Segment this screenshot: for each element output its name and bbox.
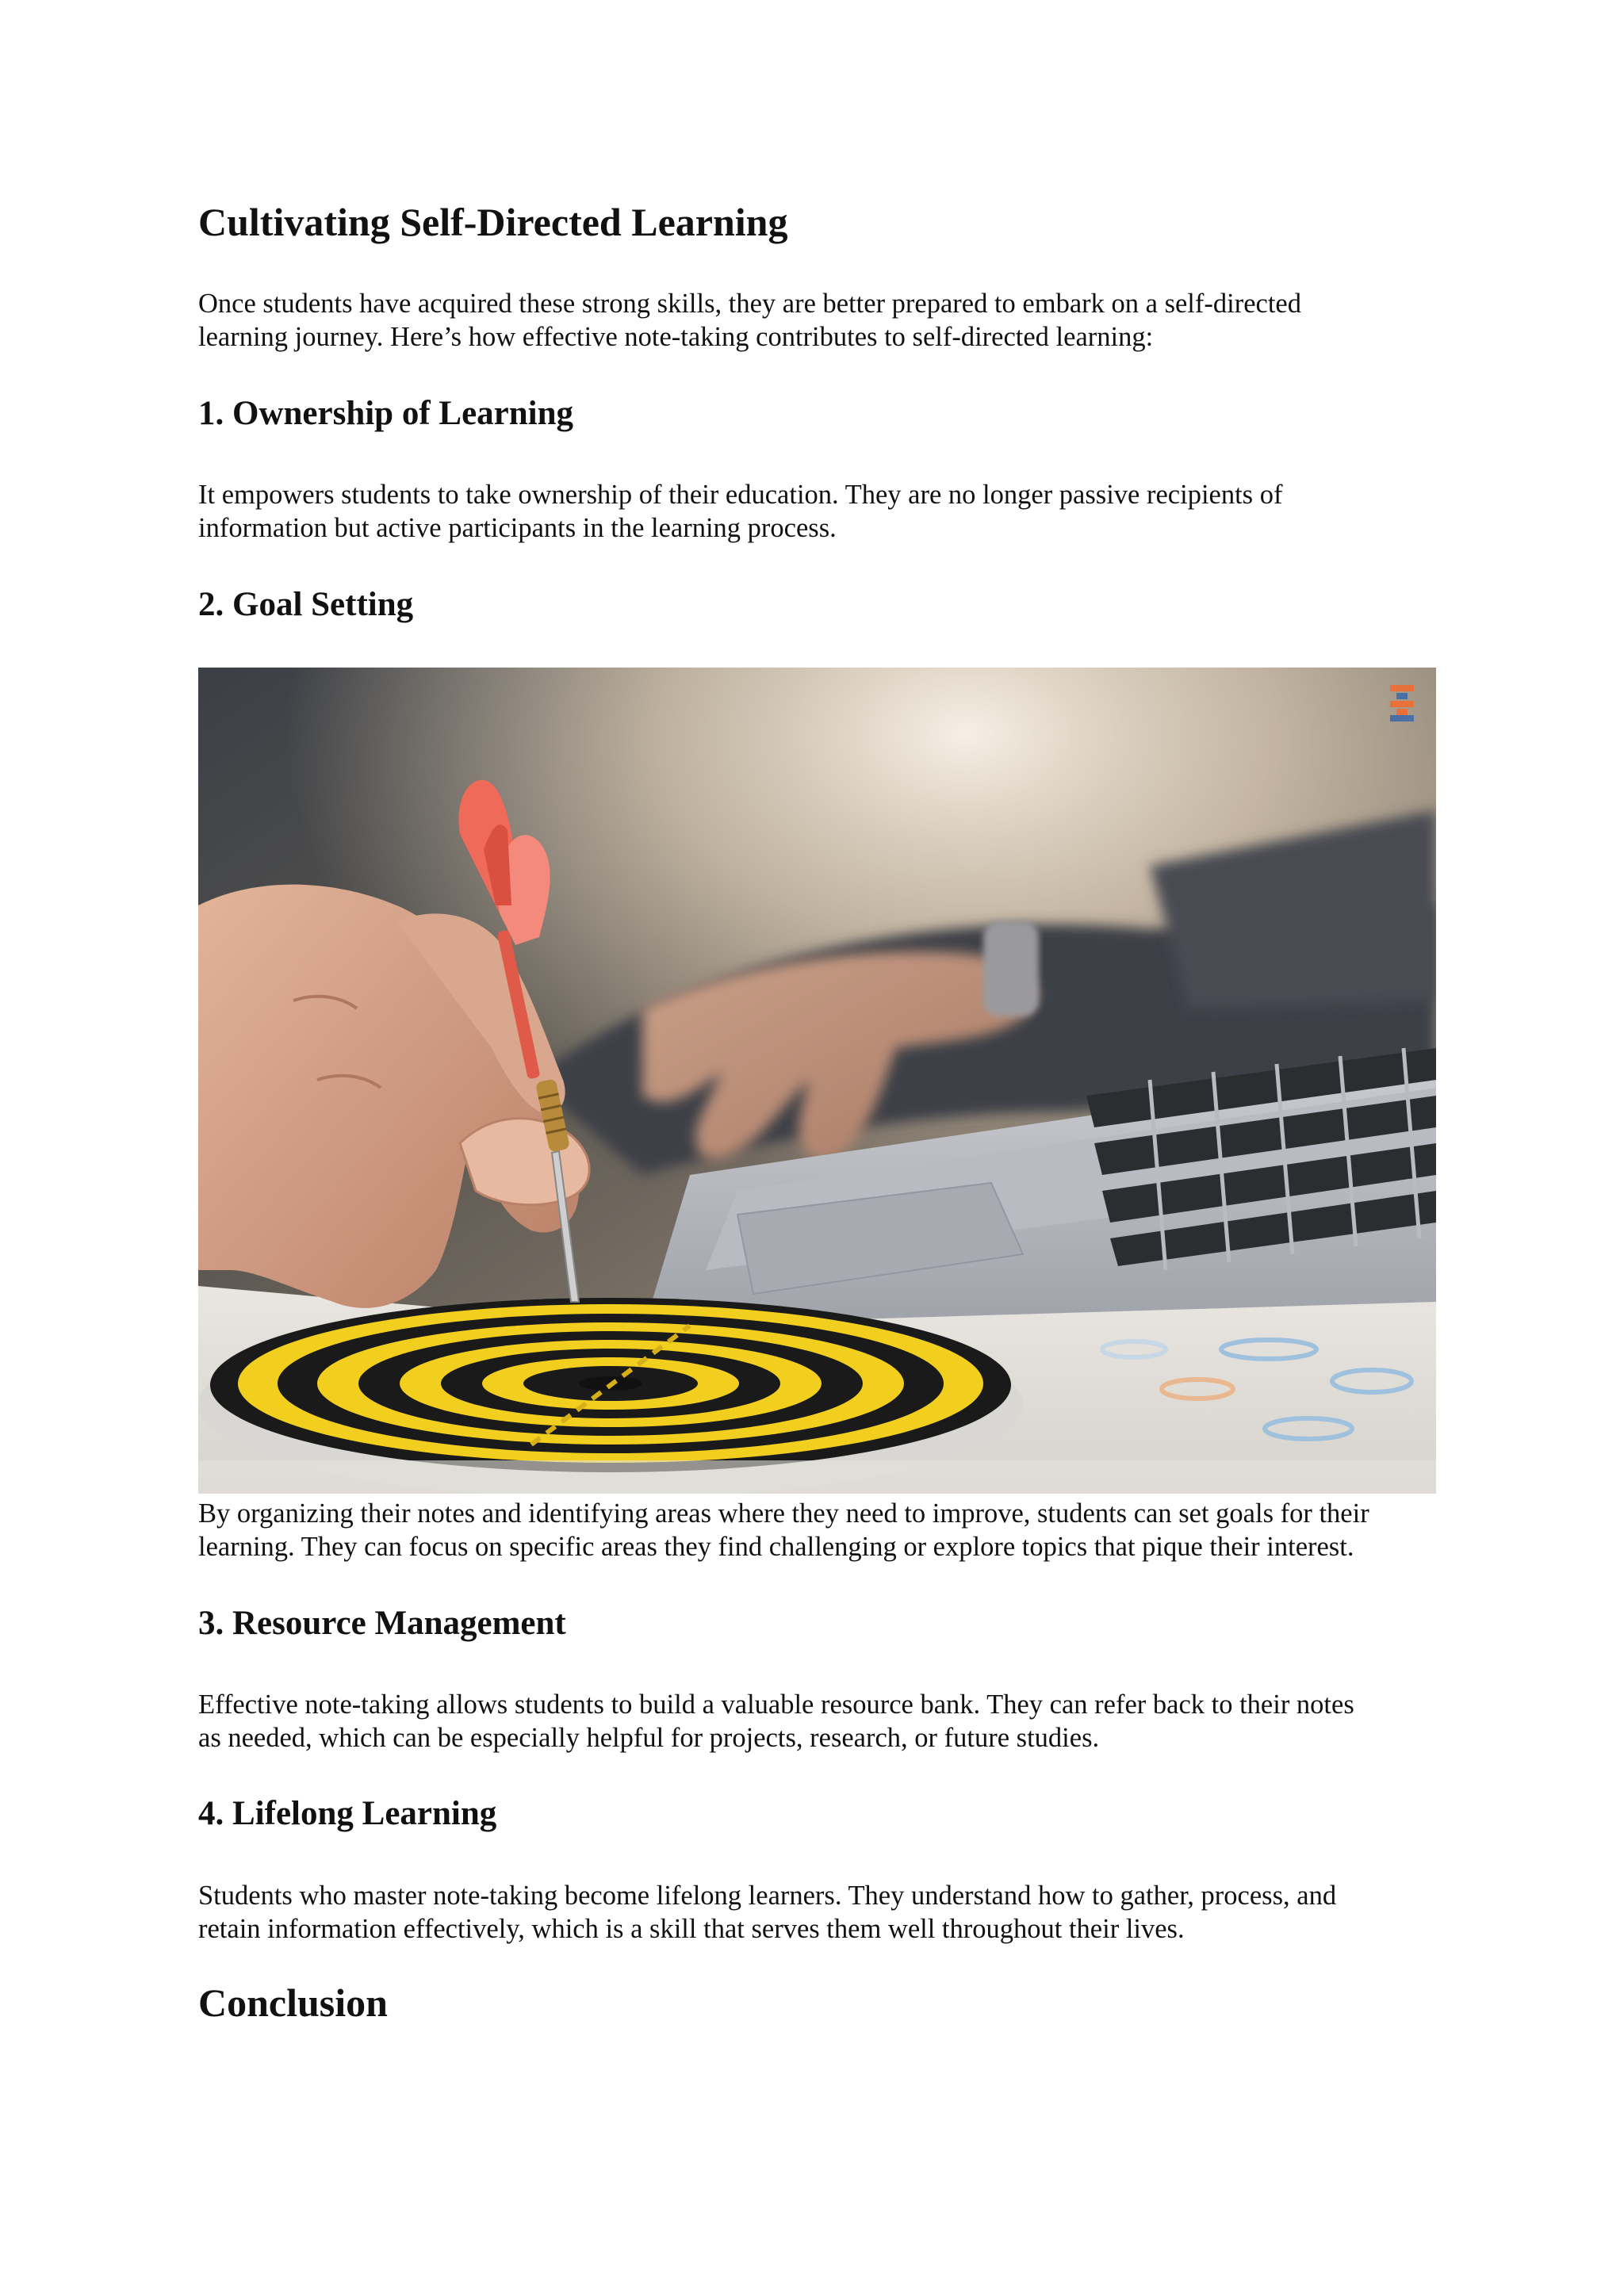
lifelong-learning-line-2: retain information effectively, which is a skill that serves them well throughout their lives. <box>198 1914 1185 1944</box>
watermark-logo <box>1390 685 1414 721</box>
resource-management-line-1: Effective note-taking allows students to build a valuable resource bank. They can refer back to their notes <box>198 1689 1354 1720</box>
intro-line-2: learning journey. Here’s how effective note-taking contributes to self-directed learning: <box>198 322 1154 352</box>
goal-setting-photo <box>198 668 1436 1494</box>
ownership-line-1: It empowers students to take ownership of their education. They are no longer passive recipients of <box>198 480 1283 510</box>
goal-setting-line-1: By organizing their notes and identifying areas where they need to improve, students can set goals for their <box>198 1498 1369 1529</box>
goal-setting-paragraph <box>198 1497 1435 1563</box>
heading-goal-setting: 2. Goal Setting <box>198 586 414 623</box>
goal-setting-line-2: learning. They can focus on specific areas they find challenging or explore topics that pique their interest. <box>198 1532 1354 1562</box>
intro-paragraph <box>198 287 1435 354</box>
ownership-paragraph <box>198 478 1435 545</box>
heading-lifelong-learning: 4. Lifelong Learning <box>198 1795 497 1832</box>
heading-resource-management: 3. Resource Management <box>198 1605 566 1642</box>
lifelong-learning-paragraph <box>198 1879 1435 1946</box>
conclusion-title: Conclusion <box>198 1980 388 2025</box>
resource-management-line-2: as needed, which can be especially helpful for projects, research, or future studies. <box>198 1723 1100 1753</box>
lifelong-learning-line-1: Students who master note-taking become lifelong learners. They understand how to gather, process, and <box>198 1881 1337 1911</box>
ownership-line-2: information but active participants in the learning process. <box>198 513 837 543</box>
resource-management-paragraph <box>198 1688 1435 1755</box>
section-title: Cultivating Self-Directed Learning <box>198 200 788 244</box>
heading-ownership: 1. Ownership of Learning <box>198 395 574 432</box>
intro-line-1: Once students have acquired these strong skills, they are better prepared to embark on a self-directed <box>198 289 1301 319</box>
